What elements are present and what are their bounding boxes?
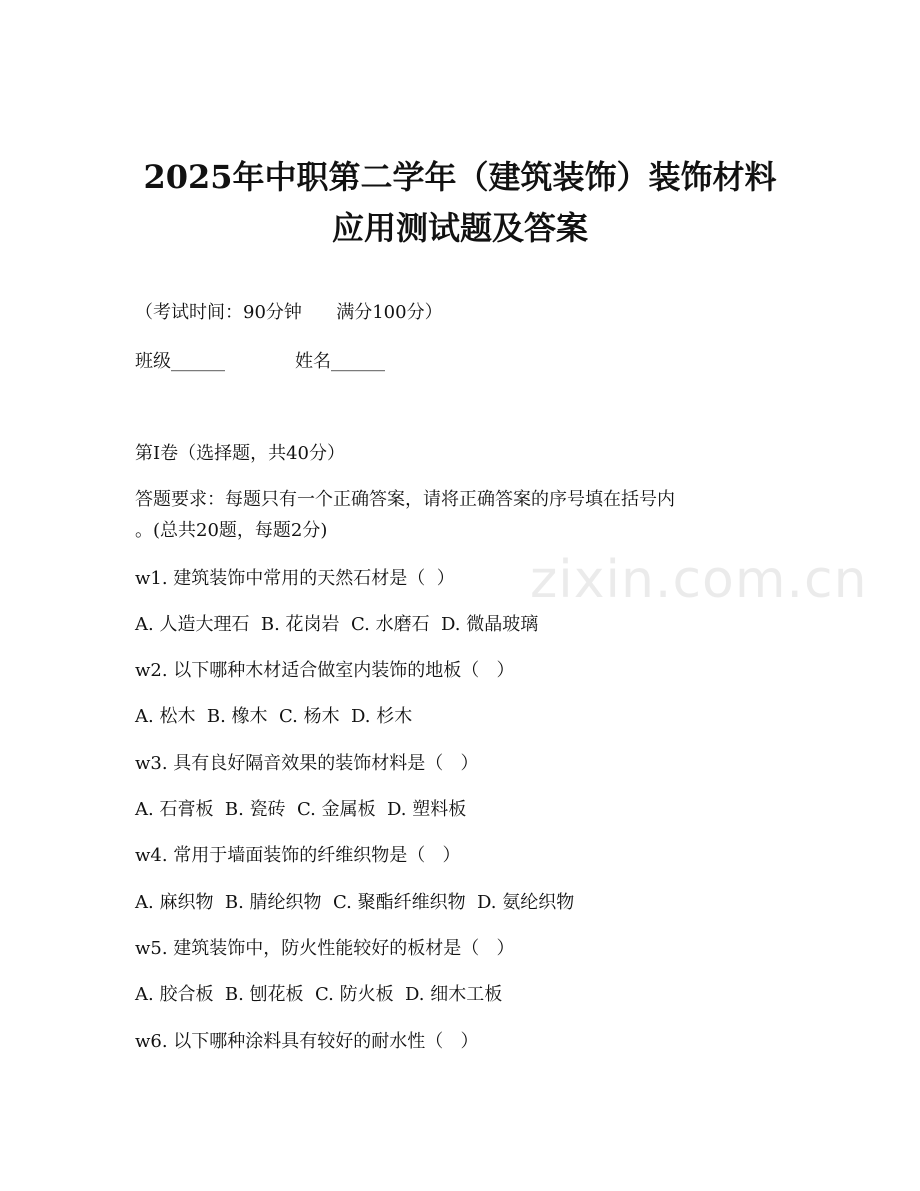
instructions-line-2: 。(总共20题，每题2分) [135,520,328,541]
class-field-label: 班级______ [135,351,225,372]
instructions-line-1: 答题要求：每题只有一个正确答案，请将正确答案的序号填在括号内 [135,489,675,510]
document-title-line-1: 2025年中职第二学年（建筑装饰）装饰材料 [143,158,777,196]
question-5: w5. 建筑装饰中，防火性能较好的板材是（ ） [135,938,515,959]
question-5-options: A. 胶合板 B. 刨花板 C. 防火板 D. 细木工板 [135,984,503,1005]
question-4-options: A. 麻织物 B. 腈纶织物 C. 聚酯纤维织物 D. 氨纶织物 [135,892,575,913]
question-3: w3. 具有良好隔音效果的装饰材料是（ ） [135,753,479,774]
exam-info: （考试时间：90分钟 满分100分） [135,302,443,323]
watermark-text: zixin.com.cn [530,550,868,610]
question-4: w4. 常用于墙面装饰的纤维织物是（ ） [135,845,461,866]
question-1: w1. 建筑装饰中常用的天然石材是（ ） [135,568,455,589]
question-2-options: A. 松木 B. 橡木 C. 杨木 D. 杉木 [135,706,413,727]
question-6: w6. 以下哪种涂料具有较好的耐水性（ ） [135,1031,479,1052]
document-title-line-2: 应用测试题及答案 [331,209,588,247]
section-heading: 第I卷（选择题，共40分） [135,443,346,464]
question-3-options: A. 石膏板 B. 瓷砖 C. 金属板 D. 塑料板 [135,799,467,820]
question-1-options: A. 人造大理石 B. 花岗岩 C. 水磨石 D. 微晶玻璃 [135,614,539,635]
question-2: w2. 以下哪种木材适合做室内装饰的地板（ ） [135,660,515,681]
name-field-label: 姓名______ [295,351,385,372]
